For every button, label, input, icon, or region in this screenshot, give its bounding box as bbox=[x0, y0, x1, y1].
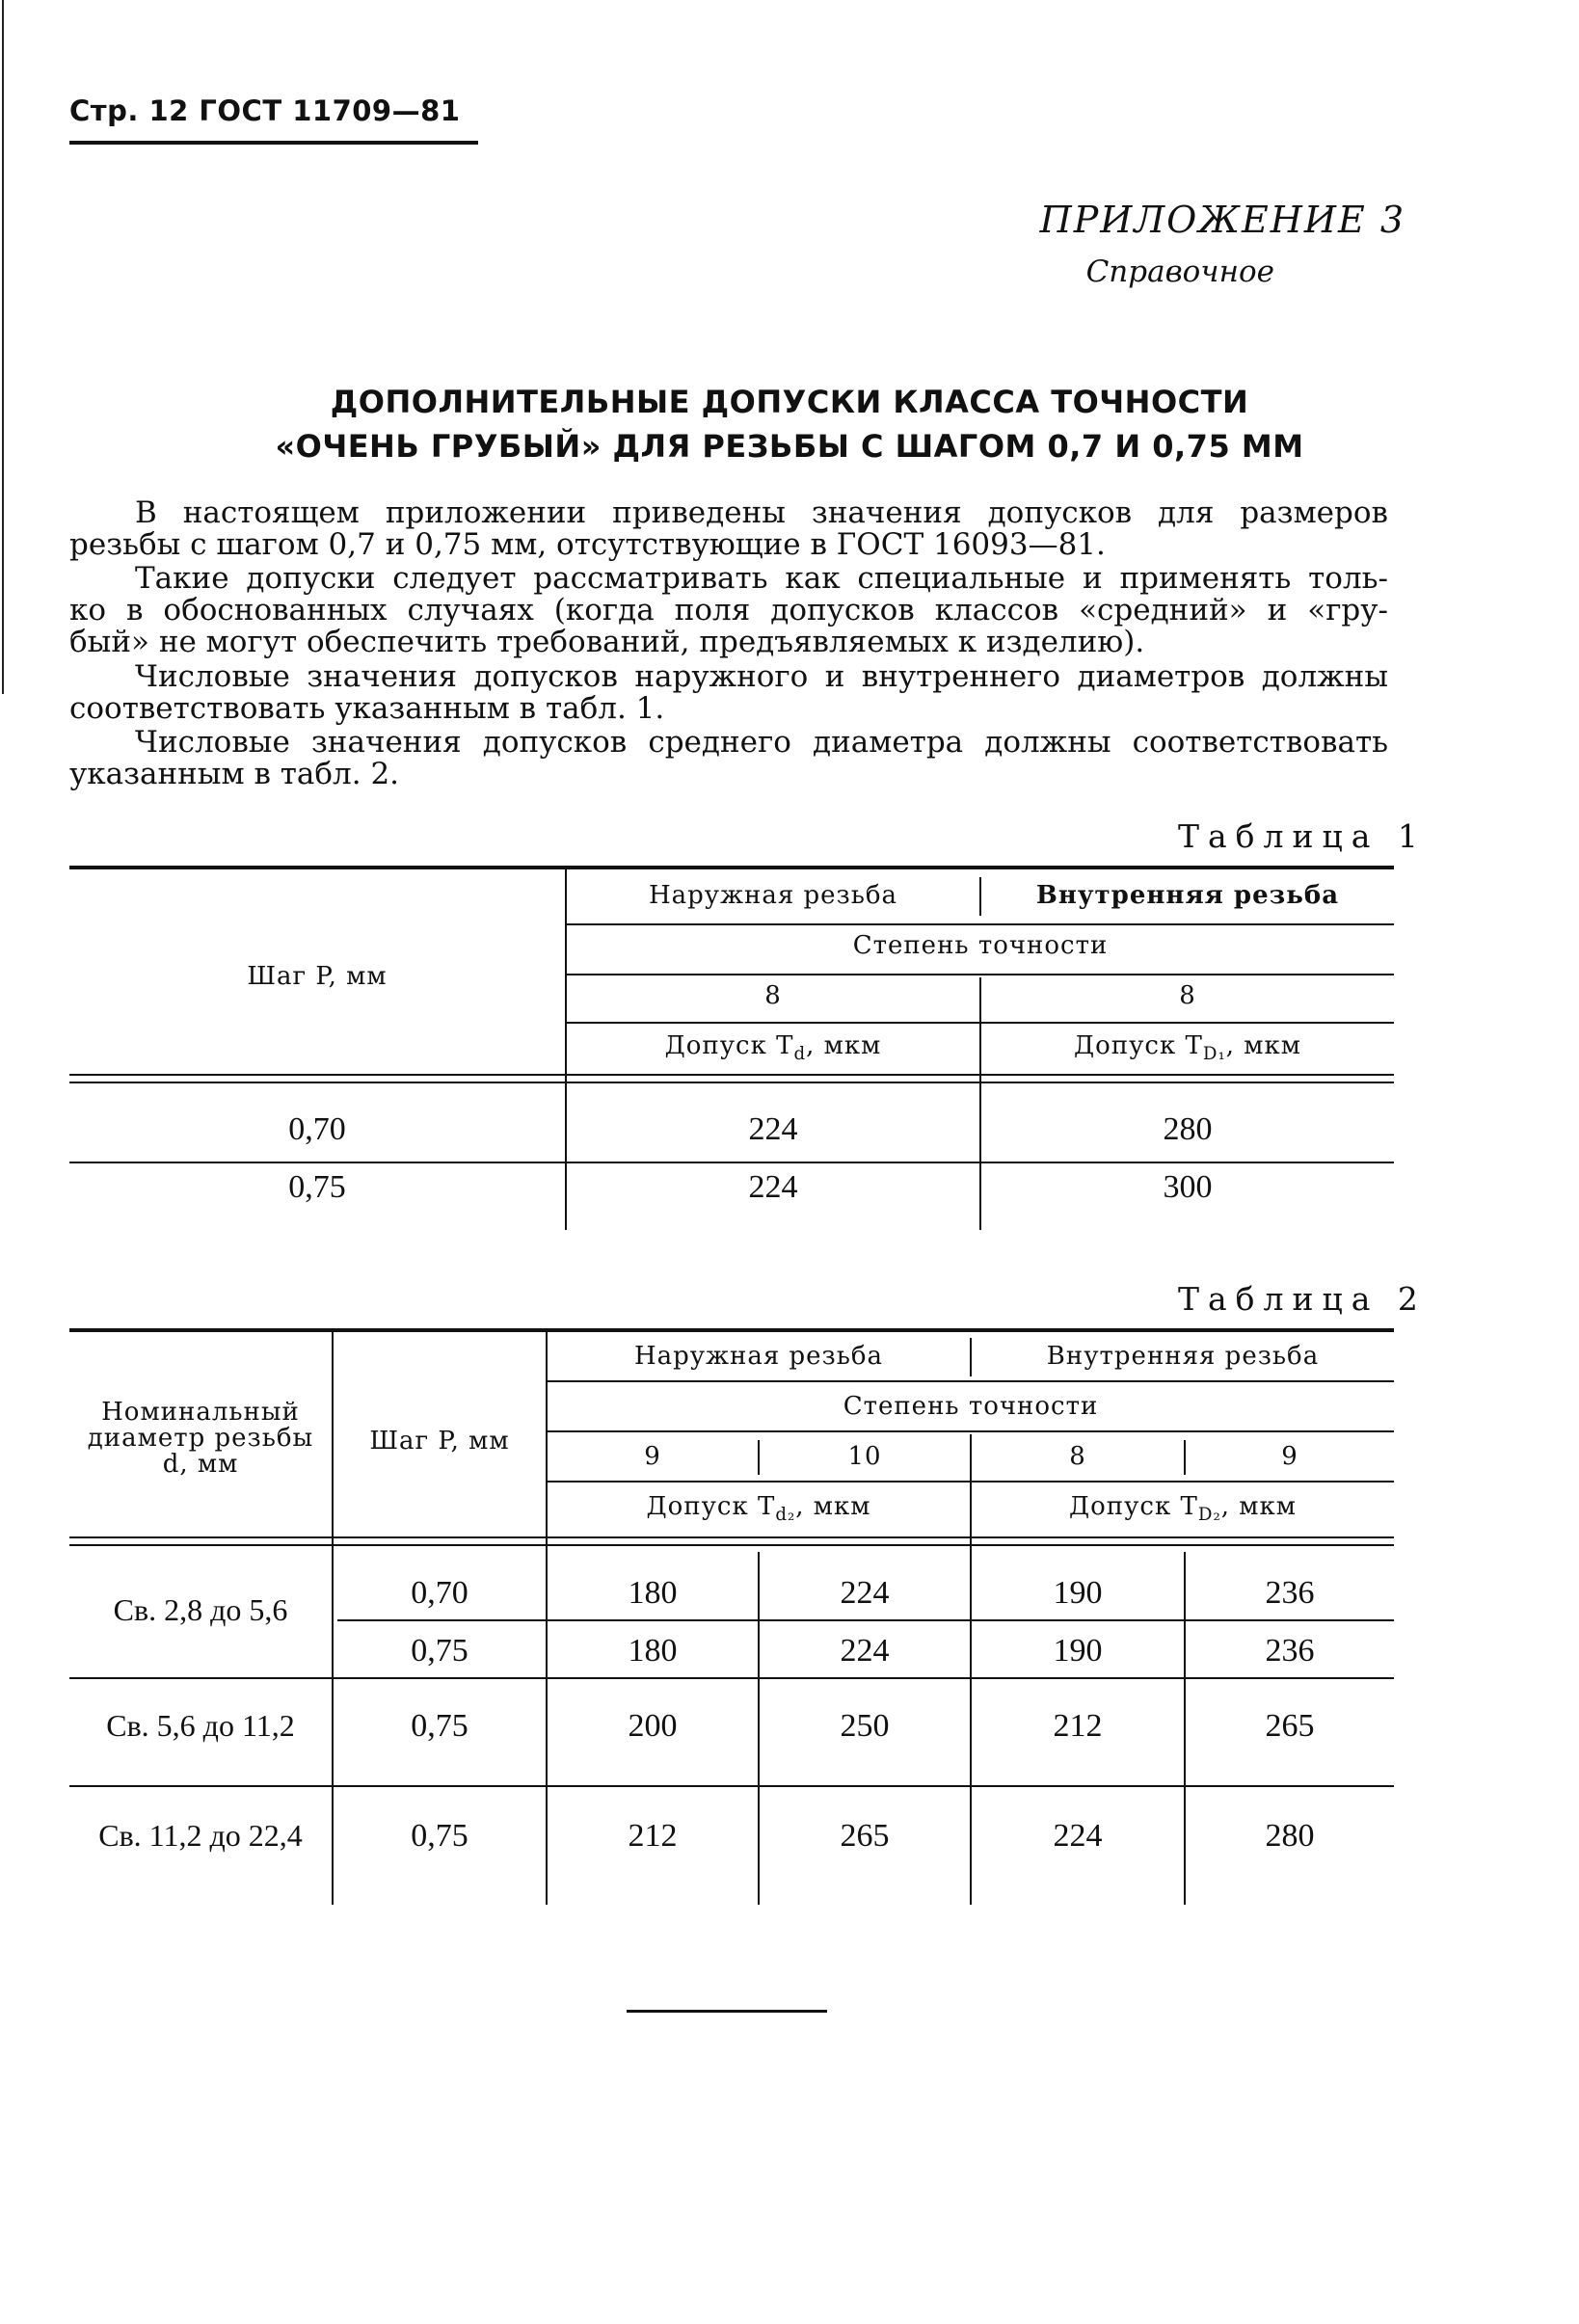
table-rule bbox=[567, 974, 1394, 975]
title-line-1: ДОПОЛНИТЕЛЬНЫЕ ДОПУСКИ КЛАССА ТОЧНОСТИ bbox=[330, 384, 1249, 420]
table-cell: 236 bbox=[1265, 1633, 1315, 1669]
table-cell: 265 bbox=[840, 1818, 890, 1854]
tolerance-subscript: D₂ bbox=[1197, 1505, 1221, 1526]
table-rule bbox=[69, 1082, 1394, 1083]
tolerance-label: Допуск T bbox=[1074, 1031, 1203, 1060]
table-rule bbox=[69, 866, 1394, 869]
paragraph-1 bbox=[69, 497, 1388, 561]
header-rule bbox=[69, 141, 478, 145]
external-degree-a: 9 bbox=[644, 1442, 661, 1471]
table-rule bbox=[337, 1619, 1394, 1621]
title-line-2: «ОЧЕНЬ ГРУБЫЙ» ДЛЯ РЕЗЬБЫ С ШАГОМ 0,7 И 0,75 ММ bbox=[275, 428, 1304, 465]
table-cell: 212 bbox=[1053, 1708, 1103, 1744]
paragraph-line: Числовые значения допусков среднего диаметра должны соответствовать bbox=[135, 725, 1388, 760]
appendix-label: ПРИЛОЖЕНИЕ 3 bbox=[1039, 199, 1405, 241]
table-cell: 265 bbox=[1265, 1708, 1315, 1744]
table-cell: 190 bbox=[1053, 1575, 1103, 1611]
external-degree: 8 bbox=[764, 981, 782, 1010]
table-cell: 0,75 bbox=[411, 1633, 468, 1669]
table-cell: 224 bbox=[748, 1111, 798, 1147]
tolerance-subscript: D₁ bbox=[1202, 1044, 1226, 1065]
page-header: Стр. 12 ГОСТ 11709—81 bbox=[69, 94, 461, 127]
table-cell: 0,75 bbox=[288, 1169, 346, 1205]
table-rule bbox=[69, 1677, 1394, 1679]
internal-thread-header: Внутренняя резьба bbox=[1046, 1342, 1320, 1371]
table-cell: 0,75 bbox=[411, 1708, 468, 1744]
table-rule bbox=[567, 923, 1394, 925]
table-cell: 236 bbox=[1265, 1575, 1315, 1611]
diameter-header-line: диаметр резьбы bbox=[87, 1424, 314, 1453]
tolerance-unit: , мкм bbox=[806, 1031, 882, 1060]
tolerance-label: Допуск T bbox=[646, 1492, 776, 1521]
tolerance-subscript: d₂ bbox=[775, 1505, 796, 1526]
table-cell: 0,75 bbox=[411, 1818, 468, 1854]
table-rule bbox=[69, 1074, 1394, 1076]
tolerance-subscript: d bbox=[793, 1044, 807, 1065]
binding-edge-line bbox=[2, 0, 4, 694]
table-rule bbox=[69, 1328, 1394, 1332]
table-cell: Св. 5,6 до 11,2 bbox=[106, 1708, 295, 1743]
internal-thread-header: Внутренняя резьба bbox=[1035, 881, 1340, 910]
table-cell: 300 bbox=[1163, 1169, 1213, 1205]
table-cell: 200 bbox=[628, 1708, 678, 1744]
table-2-label: Таблица 2 bbox=[1178, 1280, 1427, 1318]
diameter-header bbox=[69, 1400, 332, 1478]
paragraph-line: Такие допуски следует рассматривать как специальные и применять толь- bbox=[135, 561, 1388, 596]
pitch-header: Шаг P, мм bbox=[369, 1427, 510, 1456]
external-thread-header: Наружная резьба bbox=[648, 881, 898, 910]
diameter-header-line: Номинальный bbox=[101, 1398, 300, 1427]
pitch-header bbox=[69, 962, 565, 991]
table-rule bbox=[69, 1536, 1394, 1538]
table-cell: 0,70 bbox=[411, 1575, 468, 1611]
tolerance-label: Допуск T bbox=[664, 1031, 794, 1060]
paragraph-line: Числовые значения допусков наружного и внутреннего диаметров должны bbox=[135, 659, 1388, 694]
paragraph-line: указанным в табл. 2. bbox=[69, 757, 400, 791]
table-cell: 224 bbox=[1053, 1818, 1103, 1854]
table-cell: 224 bbox=[840, 1575, 890, 1611]
accuracy-degree-header: Степень точности bbox=[843, 1392, 1099, 1421]
pitch-header-text: Шаг P, мм bbox=[247, 962, 388, 991]
diameter-header-line: d, мм bbox=[162, 1450, 239, 1479]
paragraph-line: В настоящем приложении приведены значения допусков для размеров bbox=[135, 495, 1388, 530]
table-rule bbox=[69, 1785, 1394, 1787]
internal-degree-b: 9 bbox=[1281, 1442, 1298, 1471]
external-degree-b: 10 bbox=[847, 1442, 882, 1471]
table-cell: 212 bbox=[628, 1818, 678, 1854]
table-cell: 0,70 bbox=[288, 1111, 346, 1147]
paragraph-line: соответствовать указанным в табл. 1. bbox=[69, 691, 665, 726]
paragraph-4 bbox=[69, 727, 1388, 790]
internal-degree-a: 8 bbox=[1069, 1442, 1086, 1471]
table-1-label: Таблица 1 bbox=[1178, 817, 1427, 855]
table-cell: 180 bbox=[628, 1575, 678, 1611]
table-cell: 180 bbox=[628, 1633, 678, 1669]
table-cell: 224 bbox=[840, 1633, 890, 1669]
tolerance-unit: , мкм bbox=[795, 1492, 871, 1521]
table-cell: Св. 11,2 до 22,4 bbox=[98, 1818, 303, 1853]
external-tolerance-header bbox=[548, 1492, 970, 1525]
table-rule bbox=[546, 1380, 1394, 1382]
tolerance-unit: , мкм bbox=[1220, 1492, 1297, 1521]
accuracy-degree-header: Степень точности bbox=[852, 931, 1109, 960]
external-thread-header: Наружная резьба bbox=[633, 1342, 884, 1371]
table-cell: 224 bbox=[748, 1169, 798, 1205]
appendix-note: Справочное bbox=[1085, 254, 1274, 289]
table-cell: 280 bbox=[1265, 1818, 1315, 1854]
footer-rule bbox=[627, 2010, 827, 2013]
table-rule bbox=[546, 1430, 1394, 1432]
table-cell: 280 bbox=[1163, 1111, 1213, 1147]
external-tolerance-header bbox=[567, 1031, 979, 1064]
table-cell: 190 bbox=[1053, 1633, 1103, 1669]
paragraph-line: бый» не могут обеспечить требований, предъявляемых к изделию). bbox=[69, 625, 1145, 659]
table-rule bbox=[69, 1544, 1394, 1546]
paragraph-line: резьбы с шагом 0,7 и 0,75 мм, отсутствующие в ГОСТ 16093—81. bbox=[69, 527, 1106, 562]
internal-degree: 8 bbox=[1179, 981, 1196, 1010]
tolerance-unit: , мкм bbox=[1225, 1031, 1301, 1060]
internal-tolerance-header bbox=[972, 1492, 1394, 1525]
table-cell: 250 bbox=[840, 1708, 890, 1744]
tolerance-label: Допуск T bbox=[1069, 1492, 1198, 1521]
table-cell: Св. 2,8 до 5,6 bbox=[113, 1592, 288, 1627]
paragraph-3 bbox=[69, 661, 1388, 725]
paragraph-2 bbox=[69, 563, 1388, 658]
table-rule bbox=[69, 1162, 1394, 1163]
paragraph-line: ко в обоснованных случаях (когда поля допусков классов «средний» и «гру- bbox=[69, 593, 1388, 628]
internal-tolerance-header bbox=[981, 1031, 1394, 1064]
